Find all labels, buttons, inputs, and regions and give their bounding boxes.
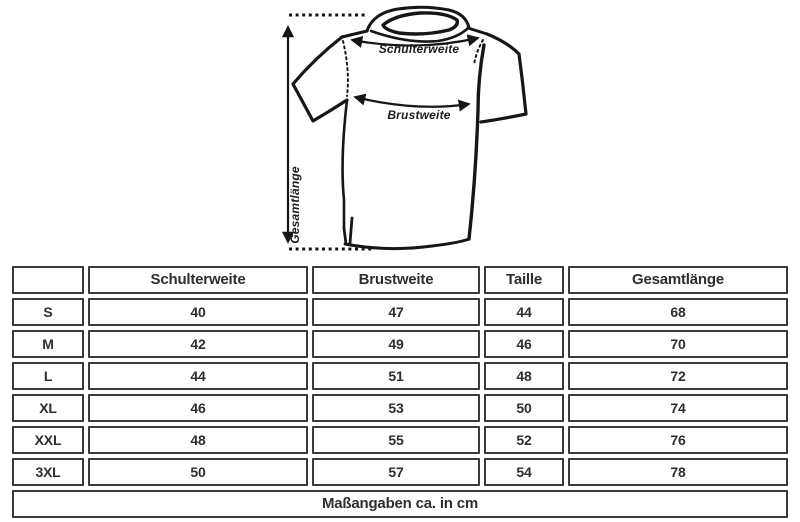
waist-cell: 50 [484,394,564,422]
length-cell: 72 [568,362,788,390]
table-footer-row [12,490,788,518]
header-length: Gesamtlänge [568,266,788,294]
table-row-m [12,330,788,358]
waist-cell: 54 [484,458,564,486]
shoulder-cell: 40 [88,298,308,326]
size-cell: L [12,362,84,390]
header-shoulder: Schulterweite [88,266,308,294]
table-header-row [12,266,788,294]
size-cell: XXL [12,426,84,454]
chest-width-arrow [355,97,469,107]
table-row-l [12,362,788,390]
header-waist: Taille [484,266,564,294]
shoulder-cell: 50 [88,458,308,486]
chest-cell: 51 [312,362,480,390]
shoulder-width-label: Schulterweite [378,42,460,56]
chest-cell: 47 [312,298,480,326]
table-footer-note: Maßangaben ca. in cm [12,490,788,518]
waist-cell: 48 [484,362,564,390]
shoulder-cell: 42 [88,330,308,358]
table-row-s [12,298,788,326]
header-size [12,266,84,294]
header-chest: Brustweite [312,266,480,294]
chest-cell: 49 [312,330,480,358]
chest-cell: 55 [312,426,480,454]
chest-width-label: Brustweite [387,108,451,122]
size-cell: M [12,330,84,358]
shoulder-cell: 44 [88,362,308,390]
waist-cell: 44 [484,298,564,326]
chest-cell: 53 [312,394,480,422]
chest-cell: 57 [312,458,480,486]
left-shoulder-seam-dotted [343,41,348,96]
size-cell: XL [12,394,84,422]
table-row-xxl [12,426,788,454]
shoulder-cell: 48 [88,426,308,454]
length-cell: 76 [568,426,788,454]
waist-cell: 52 [484,426,564,454]
total-length-label: Gesamtlänge [288,166,302,244]
length-cell: 68 [568,298,788,326]
size-cell: S [12,298,84,326]
table-row-xl [12,394,788,422]
table-row-3xl [12,458,788,486]
length-cell: 74 [568,394,788,422]
length-cell: 70 [568,330,788,358]
size-cell: 3XL [12,458,84,486]
length-cell: 78 [568,458,788,486]
waist-cell: 46 [484,330,564,358]
size-table [8,262,792,522]
shoulder-cell: 46 [88,394,308,422]
